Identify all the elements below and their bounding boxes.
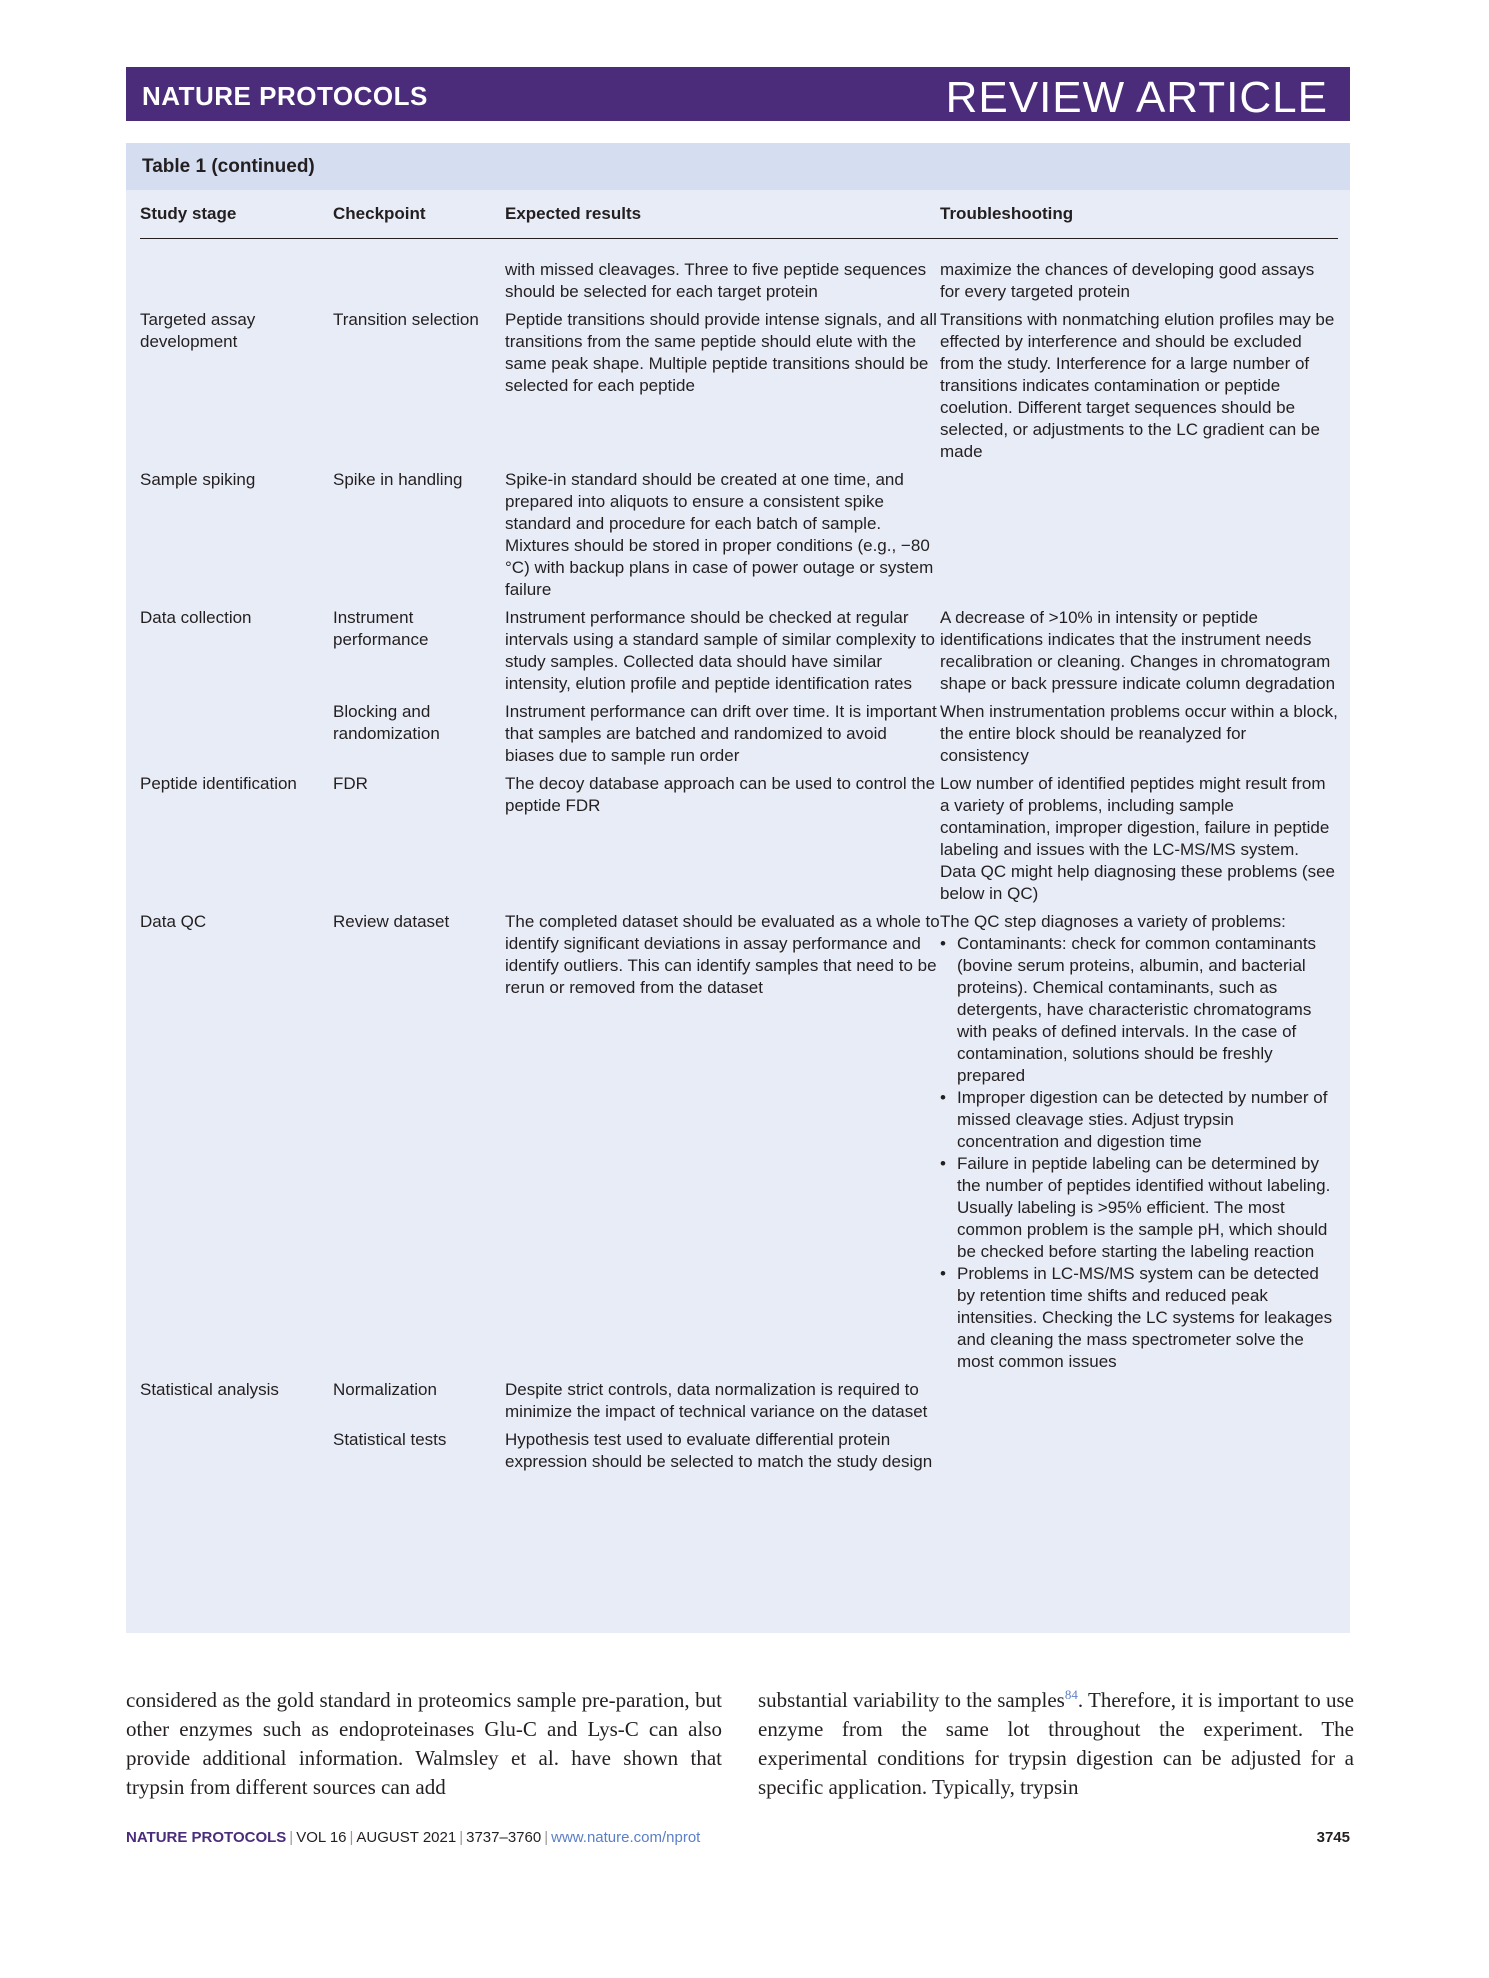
body-text-left-column: considered as the gold standard in proteomics sample pre-paration, but other enzymes such as endoproteinases Glu-C and Lys-C can also provide additional information. Walmsley et al. have shown that trypsin from different sources can add xyxy=(126,1688,722,1799)
table-row xyxy=(140,239,1338,310)
footer-separator: | xyxy=(544,1829,549,1846)
cell-expected: Hypothesis test used to evaluate differential protein expression should be selected to match the study design xyxy=(505,1430,933,1471)
footer-separator: | xyxy=(289,1829,294,1846)
cell-troubleshooting xyxy=(940,1429,1338,1479)
cell-stage: Data QC xyxy=(140,912,207,931)
cell-expected: The decoy database approach can be used to control the peptide FDR xyxy=(505,774,936,815)
citation-reference-link[interactable]: 84 xyxy=(1064,1687,1078,1702)
cell-troubleshooting: When instrumentation problems occur within a block, the entire block should be reanalyzed for consistency xyxy=(940,702,1338,765)
cell-troubleshooting xyxy=(940,469,1338,607)
article-type: REVIEW ARTICLE xyxy=(945,73,1328,122)
column-header-checkpoint: Checkpoint xyxy=(333,190,505,239)
cell-expected: Peptide transitions should provide intense signals, and all transitions from the same peptide should elute with the same peak shape. Multiple peptide transitions should be selected for each peptide xyxy=(505,310,937,395)
table-container xyxy=(126,143,1350,1633)
cell-stage xyxy=(140,701,333,773)
cell-checkpoint: Transition selection xyxy=(333,310,479,329)
cell-expected: Instrument performance can drift over time. It is important that samples are batched and randomized to avoid biases due to sample run order xyxy=(505,702,937,765)
footer-date: AUGUST 2021 xyxy=(356,1829,457,1846)
table-row xyxy=(140,911,1338,1379)
body-text-segment: substantial variability to the samples xyxy=(758,1688,1065,1712)
cell-troubleshooting: Low number of identified peptides might result from a variety of problems, including sample contamination, improper digestion, failure in peptide labeling and issues with the LC-MS/MS system. Data QC might help diagnosing these problems (see below in QC) xyxy=(940,774,1335,903)
cell-checkpoint: Review dataset xyxy=(333,912,450,931)
list-item: • Failure in peptide labeling can be determined by the number of peptides identified without labeling. Usually labeling is >95% efficient. The most common problem is the sample pH, which should be checked before starting the labeling reaction xyxy=(940,1153,1338,1263)
cell-checkpoint: Statistical tests xyxy=(333,1430,447,1449)
troubleshooting-table xyxy=(140,190,1338,1479)
cell-troubleshooting: maximize the chances of developing good assays for every targeted protein xyxy=(940,260,1315,301)
cell-checkpoint: Spike in handling xyxy=(333,470,463,489)
list-item: • Problems in LC-MS/MS system can be detected by retention time shifts and reduced peak intensities. Checking the LC systems for leakages and cleaning the mass spectrometer solve the most common issues xyxy=(940,1263,1338,1373)
footer-separator: | xyxy=(459,1829,464,1846)
page-header xyxy=(126,67,1350,121)
body-text-right-column xyxy=(758,1686,1354,1802)
cell-troubleshooting: Transitions with nonmatching elution profiles may be effected by interference and should be excluded from the study. Interference for a large number of transitions indicates contamination or peptide coelution. Different target sequences should be selected, or adjustments to the LC gradient can be made xyxy=(940,310,1335,461)
list-item: • Improper digestion can be detected by number of missed cleavage sties. Adjust trypsin concentration and digestion time xyxy=(940,1087,1338,1153)
cell-stage xyxy=(140,239,333,310)
cell-checkpoint: FDR xyxy=(333,774,368,793)
cell-stage xyxy=(140,1429,333,1479)
cell-stage: Statistical analysis xyxy=(140,1380,279,1399)
table-header-row xyxy=(140,190,1338,239)
column-header-study-stage: Study stage xyxy=(140,190,333,239)
qc-intro: The QC step diagnoses a variety of problems: xyxy=(940,912,1286,931)
cell-checkpoint: Instrument performance xyxy=(333,608,429,649)
journal-name: NATURE PROTOCOLS xyxy=(142,81,428,111)
cell-troubleshooting-qc xyxy=(940,911,1338,1379)
page-number: 3745 xyxy=(1316,1829,1350,1846)
body-text-segment: . Therefore, it is important to use enzyme from the same lot throughout the experiment. The experimental conditions for trypsin digestion can be adjusted for a specific application. Typically, trypsin xyxy=(758,1688,1355,1799)
footer-pages: 3737–3760 xyxy=(466,1829,542,1846)
cell-troubleshooting xyxy=(940,1379,1338,1429)
list-item: • Contaminants: check for common contaminants (bovine serum proteins, albumin, and bacterial proteins). Chemical contaminants, such as detergents, have characteristic chromatograms with peaks of defined intervals. In the case of contamination, solutions should be freshly prepared xyxy=(940,933,1338,1087)
cell-checkpoint xyxy=(333,239,505,310)
table-row xyxy=(140,607,1338,701)
table-row xyxy=(140,1429,1338,1479)
column-header-expected-results: Expected results xyxy=(505,190,940,239)
table-row xyxy=(140,469,1338,607)
cell-expected: with missed cleavages. Three to five peptide sequences should be selected for each target protein xyxy=(505,260,927,301)
cell-stage: Data collection xyxy=(140,608,252,627)
table-row xyxy=(140,309,1338,469)
table-row xyxy=(140,1379,1338,1429)
cell-stage: Targeted assay development xyxy=(140,310,256,351)
cell-troubleshooting: A decrease of >10% in intensity or peptide identifications indicates that the instrument needs recalibration or cleaning. Changes in chromatogram shape or back pressure indicate column degradation xyxy=(940,608,1336,693)
table-caption: Table 1 (continued) xyxy=(126,143,1350,190)
column-header-troubleshooting: Troubleshooting xyxy=(940,190,1338,239)
cell-stage: Peptide identification xyxy=(140,774,297,793)
table-row xyxy=(140,701,1338,773)
footer-url-link[interactable]: www.nature.com/nprot xyxy=(551,1829,701,1846)
cell-checkpoint: Blocking and randomization xyxy=(333,702,440,743)
cell-expected: Spike-in standard should be created at one time, and prepared into aliquots to ensure a consistent spike standard and procedure for each batch of sample. Mixtures should be stored in proper conditions (e.g., −80 °C) with backup plans in case of power outage or system failure xyxy=(505,470,934,599)
cell-expected: Despite strict controls, data normalization is required to minimize the impact of technical variance on the dataset xyxy=(505,1380,928,1421)
page-footer xyxy=(126,1829,1350,1846)
cell-stage: Sample spiking xyxy=(140,470,256,489)
footer-separator: | xyxy=(349,1829,354,1846)
table-row xyxy=(140,773,1338,911)
cell-expected: The completed dataset should be evaluated as a whole to identify significant deviations in assay performance and identify outliers. This can identify samples that need to be rerun or removed from the dataset xyxy=(505,912,940,997)
qc-bullet-list xyxy=(940,933,1338,1373)
footer-journal: NATURE PROTOCOLS xyxy=(126,1829,287,1846)
cell-checkpoint: Normalization xyxy=(333,1380,437,1399)
cell-expected: Instrument performance should be checked at regular intervals using a standard sample of similar complexity to study samples. Collected data should have similar intensity, elution profile and peptide identification rates xyxy=(505,608,935,693)
footer-volume: VOL 16 xyxy=(296,1829,347,1846)
